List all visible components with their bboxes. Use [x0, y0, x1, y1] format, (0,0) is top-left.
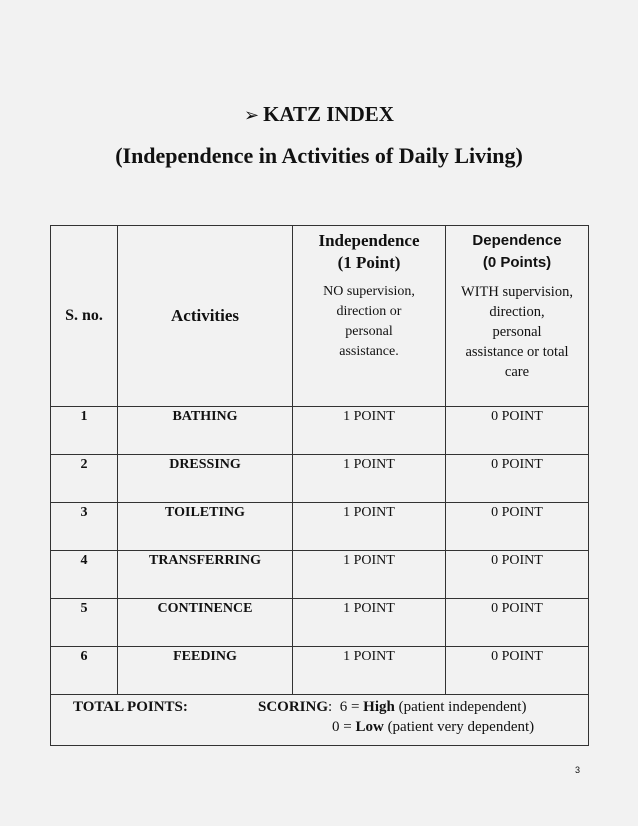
row-independence: 1 POINT [293, 647, 446, 695]
high-score-value: 6 = [339, 699, 364, 715]
dependence-description [446, 282, 588, 382]
header-dependence [446, 226, 589, 407]
row-activity: TOILETING [118, 503, 293, 551]
table-row [51, 647, 589, 695]
row-independence: 1 POINT [293, 503, 446, 551]
row-dependence: 0 POINT [446, 647, 589, 695]
row-independence: 1 POINT [293, 551, 446, 599]
dependence-title-line2: (0 Points) [482, 254, 552, 271]
independence-title-line1: Independence [318, 231, 420, 250]
scoring-line1 [258, 699, 526, 716]
page-number: 3 [574, 765, 580, 775]
dependence-desc-line4: assistance or total [465, 344, 569, 360]
row-independence: 1 POINT [293, 599, 446, 647]
row-independence: 1 POINT [293, 455, 446, 503]
table-row [51, 503, 589, 551]
row-sno: 3 [51, 503, 118, 551]
table-row [51, 551, 589, 599]
low-level-note: (patient very dependent) [383, 719, 535, 735]
row-sno: 1 [51, 407, 118, 455]
total-points-label: TOTAL POINTS: [73, 699, 188, 715]
row-activity: CONTINENCE [118, 599, 293, 647]
scoring-line2 [332, 719, 534, 736]
row-sno: 5 [51, 599, 118, 647]
independence-desc-line1: NO supervision, [323, 284, 415, 299]
independence-description [293, 282, 445, 362]
independence-desc-line2: direction or [336, 304, 402, 319]
footer-row [51, 695, 589, 746]
independence-desc-line3: personal [345, 324, 393, 339]
row-activity: DRESSING [118, 455, 293, 503]
dependence-title-line1: Dependence [472, 232, 562, 249]
row-dependence: 0 POINT [446, 551, 589, 599]
header-row [51, 226, 589, 407]
row-dependence: 0 POINT [446, 503, 589, 551]
row-independence: 1 POINT [293, 407, 446, 455]
dependence-desc-line5: care [504, 364, 530, 380]
dependence-desc-line3: personal [492, 324, 542, 340]
independence-desc-line4: assistance. [339, 344, 399, 359]
row-sno: 4 [51, 551, 118, 599]
header-sno: S. no. [51, 226, 118, 407]
row-dependence: 0 POINT [446, 599, 589, 647]
row-sno: 2 [51, 455, 118, 503]
row-sno: 6 [51, 647, 118, 695]
dependence-desc-line2: direction, [489, 304, 545, 320]
katz-index-table [50, 225, 589, 746]
document-subtitle: (Independence in Activities of Daily Living) [115, 143, 523, 168]
scoring-label: SCORING [258, 699, 329, 715]
low-score-value: 0 = [332, 719, 356, 735]
document-title [0, 102, 638, 127]
scoring-footer [51, 695, 589, 746]
row-dependence: 0 POINT [446, 455, 589, 503]
header-independence [293, 226, 446, 407]
scoring-colon: : [328, 699, 333, 715]
title-text: KATZ INDEX [263, 102, 394, 126]
independence-title-line2: (1 Point) [337, 253, 401, 272]
row-activity: TRANSFERRING [118, 551, 293, 599]
high-level-note: (patient independent) [394, 699, 527, 715]
high-level-label: High [363, 699, 395, 715]
low-level-label: Low [355, 719, 384, 735]
header-activities: Activities [118, 226, 293, 407]
row-activity: FEEDING [118, 647, 293, 695]
table-row [51, 599, 589, 647]
table-row [51, 407, 589, 455]
dependence-desc-line1: WITH supervision, [461, 284, 573, 300]
table-row [51, 455, 589, 503]
row-activity: BATHING [118, 407, 293, 455]
arrow-bullet-icon: ➢ [244, 105, 260, 126]
row-dependence: 0 POINT [446, 407, 589, 455]
